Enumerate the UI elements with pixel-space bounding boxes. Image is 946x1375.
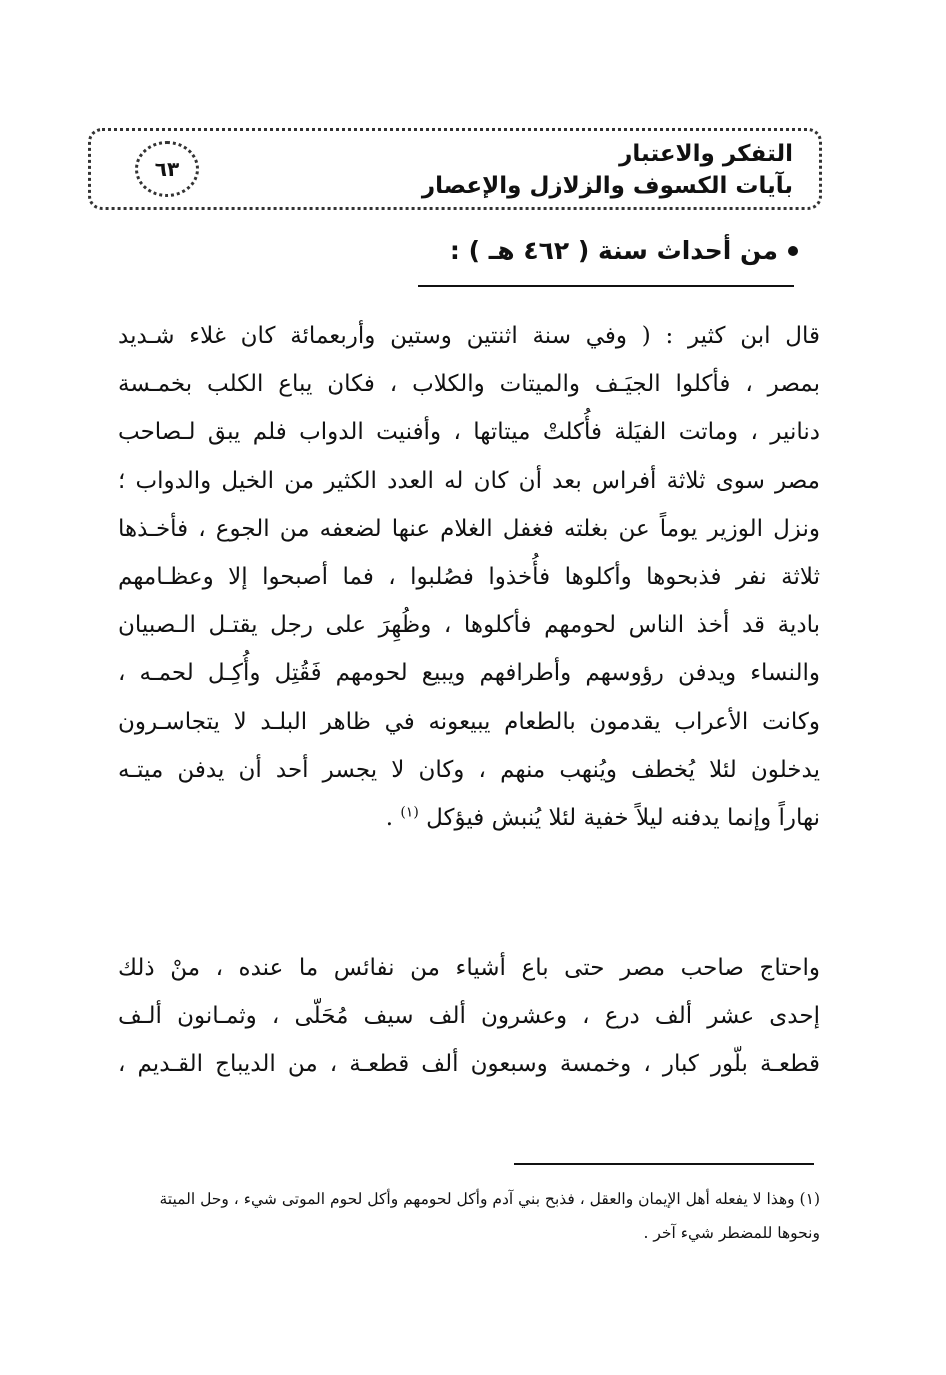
text-line: ونزل الوزير يوماً عن بغلته فغفل الغلام عنها لضعفه من الجوع ، فأخـذها [118,515,820,542]
section-heading [450,236,798,265]
page-number-badge [135,141,199,197]
text-line: ثلاثة نفر فذبحوها وأكلوها فأُخذوا فصُلبوا ، فما أصبحوا إلا وعظـامهم [118,564,820,591]
text-line: إحدى عشر ألف درع ، وعشرون ألف سيف مُحَلّى ، وثمـانون ألـف [118,1003,820,1030]
heading-underline [418,285,794,287]
footnote-line-2: ونحوها للمضطر شيء آخر . [643,1224,820,1242]
text-line-last [118,794,820,842]
footnote-separator [514,1163,814,1165]
text-line: واحتاج صاحب مصر حتى باع أشياء من نفائس ما عنده ، منْ ذلك [118,955,820,981]
text-line: قال ابن كثير : ( وفي سنة اثنتين وستين وأربعمائة كان غلاء شـديد [118,323,820,349]
text-line: وكانت الأعراب يقدمون بالطعام يبيعونه في ظاهر البلـد لا يتجاسـرون [118,708,820,735]
text-line: مصر سوى ثلاثة أفراس بعد أن كان له العدد الكثير من الخيل والدواب ؛ [118,467,820,494]
section-heading-text: من أحداث سنة ( ٤٦٢ هـ ) : [449,236,778,265]
text-line: والنساء ويدفن رؤوسهم وأطرافهم ويبيع لحومهم فَقُتِل وأُكِـل لحمـه ، [118,660,820,687]
text-line: بادية قد أخذ الناس لحومهم فأكلوها ، وظُهِرَ على رجل يقتـل الـصبيان [118,612,820,639]
text-line: يدخلون لئلا يُخطف ويُنهب منهم ، وكان لا يجسر أحد أن يدفن ميتـه [118,756,820,783]
footnote [118,1182,820,1250]
text-line: قطعـة بلّور كبار ، وخمسة وسبعون ألف قطعـة ، من الديباج القـديم ، [118,1051,820,1078]
paragraph-closing: . [385,805,401,832]
text-line: بمصر ، فأكلوا الجيَـف والميتات والكلاب ، فكان يباع الكلب بخمـسة [118,371,820,398]
footnote-line-1: (١) وهذا لا يفعله أهل الإيمان والعقل ، فذبح بني آدم وأكل لحومهم وأكل لحوم الموتى شيء ، وحل الميتة [159,1190,820,1208]
footnote-reference[interactable]: (١) [400,804,419,821]
book-title-line2: بآيات الكسوف والزلازل والإعصار [421,173,793,199]
page-number: ٦٣ [154,157,180,181]
paragraph-2 [118,944,820,1089]
text-line-last-content: نهاراً وإنما يدفنه ليلاً خفية لئلا يُنبش فيؤكل [426,805,820,832]
running-header [88,128,822,210]
paragraph-1 [118,312,820,842]
text-line: دنانير ، وماتت الفيَلة فأُكلتْ ميتاتها ، وأفنيت الدواب فلم يبق لـصاحب [118,419,820,446]
book-title-line1: التفكر والاعتبار [619,141,793,167]
bullet-icon [788,246,798,256]
